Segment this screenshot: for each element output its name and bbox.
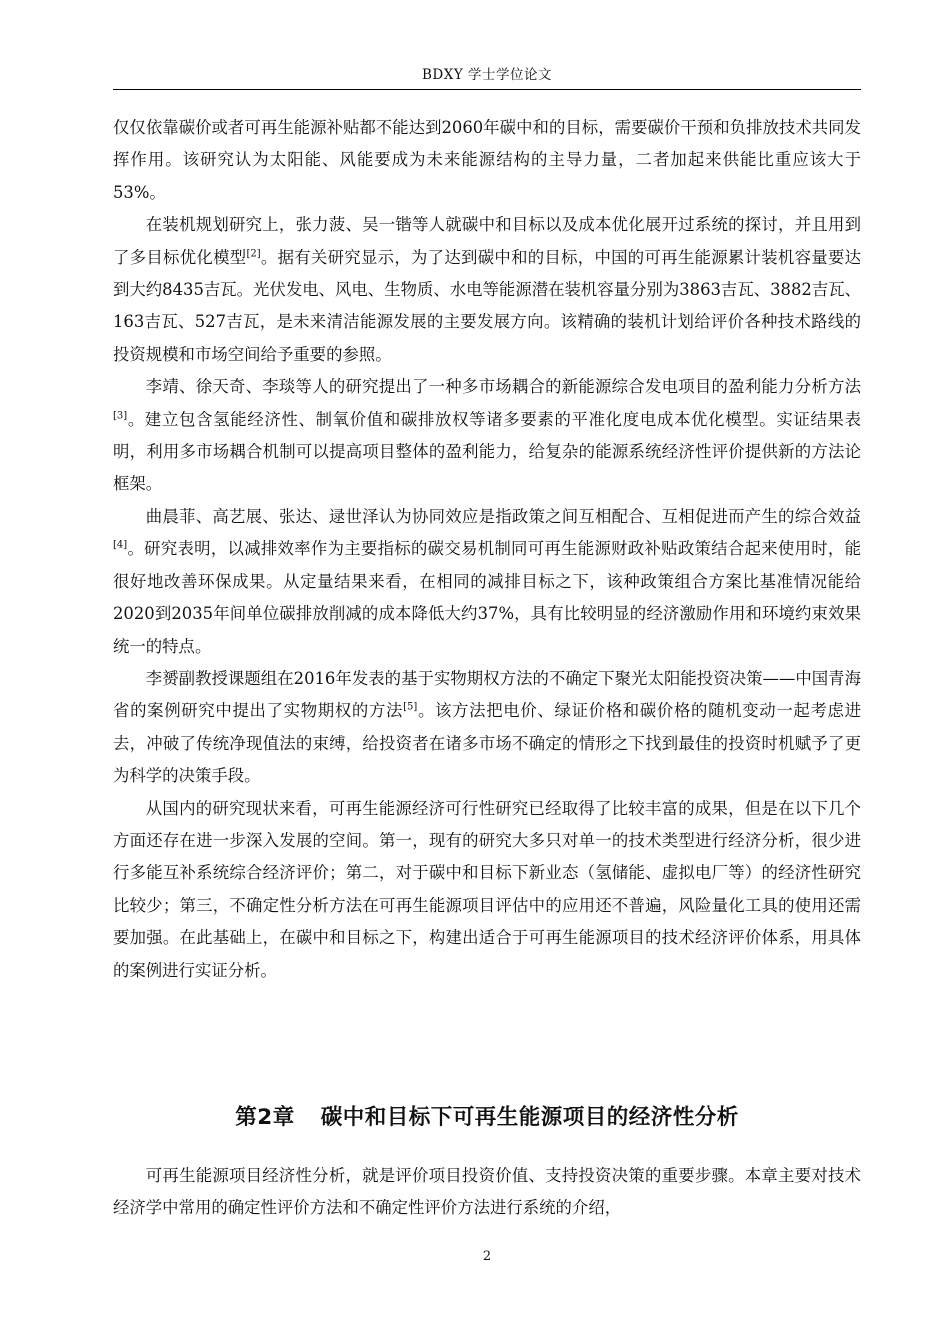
paragraph-2-text: 在装机规划研究上，张力菠、吴一锴等人就碳中和目标以及成本优化展开过系统的探讨，并且用到了多目标优化模型 xyxy=(113,215,861,267)
paragraph-4-text-cont: 。研究表明，以减排效率作为主要指标的碳交易机制同可再生能源财政补贴政策结合起来使用时，能很好地改善环保成果。从定量结果来看，在相同的减排目标之下，该种政策组合方案比基准情况能给2020到2035年间单位碳排放削减的成本降低大约37%，具有比较明显的经济激励作用和环境约束效果统一的特点。 xyxy=(113,539,861,656)
paragraph-2 xyxy=(113,209,861,371)
chapter-number: 第2章 xyxy=(235,1105,295,1130)
chapter-intro-paragraph xyxy=(113,1160,861,1225)
citation-3: [3] xyxy=(113,410,128,422)
citation-2: [2] xyxy=(246,248,261,260)
paragraph-4-text: 曲晨菲、高艺展、张达、逯世泽认为协同效应是指政策之间互相配合、互相促进而产生的综合效益 xyxy=(145,506,861,526)
paragraph-5 xyxy=(113,663,861,793)
paragraph-3-text-cont: 。建立包含氢能经济性、制氧价值和碳排放权等诸多要素的平准化度电成本优化模型。实证结果表明，利用多市场耦合机制可以提高项目整体的盈利能力，给复杂的能源系统经济性评价提供新的方法论框架。 xyxy=(113,409,861,494)
paragraph-2-text-cont: 。据有关研究显示，为了达到碳中和的目标，中国的可再生能源累计装机容量要达到大约8435吉瓦。光伏发电、风电、生物质、水电等能源潜在装机容量分别为3863吉瓦、3882吉瓦、163吉瓦、527吉瓦，是未来清洁能源发展的主要发展方向。该精确的装机计划给评价各种技术路线的投资规模和市场空间给予重要的参照。 xyxy=(113,247,862,364)
paragraph-1-text: 仅仅依靠碳价或者可再生能源补贴都不能达到2060年碳中和的目标，需要碳价干预和负排放技术共同发挥作用。该研究认为太阳能、风能要成为未来能源结构的主导力量，二者加起来供能比重应该大于53%。 xyxy=(113,118,861,202)
running-header: BDXY 学士学位论文 xyxy=(421,67,553,83)
citation-5: [5] xyxy=(403,701,418,713)
paragraph-5-text: 李赟副教授课题组在2016年发表的基于实物期权方法的不确定下聚光太阳能投资决策——中国青海省的案例研究中提出了实物期权的方法 xyxy=(113,668,861,721)
paragraph-4 xyxy=(113,501,861,663)
paragraph-5-text-cont: 。该方法把电价、绿证价格和碳价格的随机变动一起考虑进去，冲破了传统净现值法的束缚，给投资者在诸多市场不确定的情形之下找到最佳的投资时机赋予了更为科学的决策手段。 xyxy=(113,701,862,786)
body-text xyxy=(113,112,861,987)
paragraph-6-text: 从国内的研究现状来看，可再生能源经济可行性研究已经取得了比较丰富的成果，但是在以下几个方面还存在进一步深入发展的空间。第一，现有的研究大多只对单一的技术类型进行经济分析，很少进行多能互补系统综合经济评价；第二，对于碳中和目标下新业态（氢储能、虚拟电厂等）的经济性研究比较少；第三，不确定性分析方法在可再生能源项目评估中的应用还不普遍，风险量化工具的使用还需要加强。在此基础上，在碳中和目标之下，构建出适合于可再生能源项目的技术经济评价体系，用具体的案例进行实证分析。 xyxy=(113,798,861,980)
page-number: 2 xyxy=(482,1249,492,1264)
citation-4: [4] xyxy=(113,539,128,551)
chapter-title: 碳中和目标下可再生能源项目的经济性分析 xyxy=(320,1105,739,1130)
paragraph-6 xyxy=(113,793,861,987)
chapter-intro xyxy=(113,1160,861,1225)
paragraph-3-text: 李靖、徐天奇、李琰等人的研究提出了一种多市场耦合的新能源综合发电项目的盈利能力分析方法 xyxy=(145,377,861,397)
chapter-intro-text: 可再生能源项目经济性分析，就是评价项目投资价值、支持投资决策的重要步骤。本章主要对技术经济学中常用的确定性评价方法和不确定性评价方法进行系统的介绍， xyxy=(113,1166,861,1218)
header-divider xyxy=(113,89,861,90)
paragraph-1 xyxy=(113,112,861,209)
paragraph-3 xyxy=(113,371,861,501)
chapter-heading xyxy=(113,1098,861,1138)
